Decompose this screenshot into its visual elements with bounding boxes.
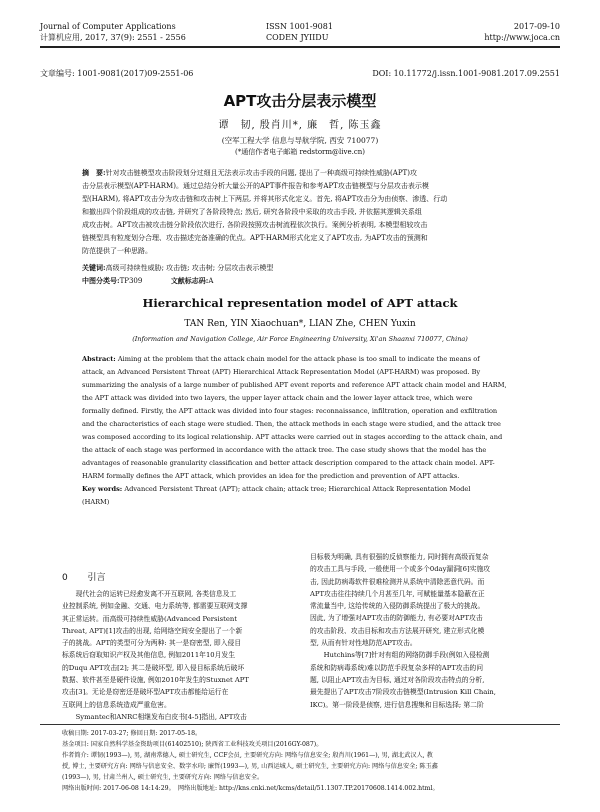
coden: CODEN JYIIDU <box>266 33 329 42</box>
section-title: 引言 <box>87 573 106 583</box>
abstract-cn-line: 防范提供了一种思路。 <box>82 247 152 255</box>
body-line: 现代社会的运转已经愈发离不开互联网, 各类信息及工 <box>62 590 237 598</box>
title-en: Hierarchical representation model of APT attack <box>142 296 458 310</box>
abstract-cn-line: 击分层表示模型(APT-HARM)。通过总结分析大量公开的APT事件报告和参考APT攻击链模型与分层攻击表示模 <box>82 182 429 190</box>
body-line: 型, 从而有针对性地防范APT攻击。 <box>310 639 417 648</box>
doc-code-label: 文献标志码: <box>170 276 209 285</box>
body-line: Threat, APT)[1]攻击的出现, 给网络空间安全提出了一个新 <box>62 626 243 635</box>
abstract-en <box>82 353 526 509</box>
body-line: 标系统后窃取知识产权及其他信息, 例如2011年10月发生 <box>62 651 236 660</box>
abstract-en-line: Abstract: Aiming at the problem that the attack chain model for the attack phase is too small to indicate the means of <box>82 355 480 363</box>
affiliation-cn: (空军工程大学 信息与导航学院, 西安 710077) <box>221 136 379 145</box>
footnote-online: 网络出版时间: 2017-06-08 14:14:29。 网络出版地址: http://kns.cnki.net/kcms/detail/51.1307.TP.20170608.1414.002.html。 <box>62 785 439 792</box>
body-line: 互联网上的信息系统造成严重危害。 <box>62 700 171 709</box>
keywords-en-label: Key words: <box>82 485 123 493</box>
clc-value: TP309 <box>119 277 143 285</box>
body-line: 击, 因此防病毒软件很难检测并从系统中清除恶意代码。而 <box>310 577 485 586</box>
body-line: 子的挑战。APT的类型可分为两种: 其一是窃密型, 即入侵目 <box>62 639 242 648</box>
abstract-en-line: HARM formally defines the APT attack, which provides an idea for the prediction and prevention of APT attacks. <box>82 472 460 480</box>
abstract-cn-line: 链模型具有粒度划分合理、攻击描述完备准确的优点。APT-HARM形式化定义了APT攻击, 为APT攻击的预测和 <box>82 234 428 242</box>
journal-name-en: Journal of Computer Applications <box>40 22 176 31</box>
section-number: 0 <box>62 573 68 583</box>
abstract-en-label: Abstract: <box>82 355 116 363</box>
footnote-rule <box>40 724 560 725</box>
body-line: 最先提出了APT攻击7阶段攻击链模型(Intrusion Kill Chain, <box>310 688 496 697</box>
doi[interactable]: DOI: 10.11772/j.issn.1001-9081.2017.09.2551 <box>372 69 560 78</box>
footnotes <box>62 728 550 794</box>
keywords-cn-label: 关键词: <box>82 263 106 272</box>
abstract-en-line: advantages of reasonable granularity classification and better attack description compared to the attack chain model. APT- <box>82 459 495 467</box>
body-line: 其正常运转。而高级可持续性威胁(Advanced Persistent <box>62 614 238 623</box>
journal-citation: 计算机应用, 2017, 37(9): 2551 - 2556 <box>40 33 186 42</box>
body-line: 的攻击阶段、攻击目标和攻击方法展开研究, 建立形式化模 <box>310 626 485 635</box>
affiliation-en: (Information and Navigation College, Air Force Engineering University, Xi'an Shaanxi 710077, China) <box>132 335 468 343</box>
authors-en: TAN Ren, YIN Xiaochuan*, LIAN Zhe, CHEN Yuxin <box>184 319 416 329</box>
footnote-authors: 作者简介: 谭韧(1993—), 男, 湖南常德人, 硕士研究生, CCF会员, 主要研究方向: 网络与信息安全; 殷肖川(1961—), 男, 湖北武汉人, 教 <box>62 752 433 759</box>
abstract-en-line: and the characteristics of each stage were studied. Then, the attack methods in each stage were studied, and the attack tree <box>82 420 501 428</box>
header-rule <box>40 46 560 48</box>
body-line: 题, 以阻止APT攻击为目标, 通过对各阶段攻击特点的分析, <box>310 675 485 684</box>
footnote-received: 收稿日期: 2017-03-27; 修回日期: 2017-05-18。 <box>62 730 202 737</box>
footnote-funding: 基金项目: 国家自然科学基金资助项目(61402510); 陕西省工业科技攻关项目(2016GY-087)。 <box>62 741 323 748</box>
article-number: 文章编号: 1001-9081(2017)09-2551-06 <box>40 69 194 78</box>
abstract-en-line: summarizing the analysis of a large number of published APT event reports and reference APT attack chain model and HARM, <box>82 381 507 389</box>
body-right-column <box>310 551 548 711</box>
abstract-en-line: attack, an Advanced Persistent Threat (APT) Hierarchical Attack Representation Model (APT-HARM) was proposed. By <box>82 368 481 376</box>
abstract-en-line: formally defined. Firstly, the APT attack was divided into four stages: reconnaissance, infiltration, operation and exfiltration <box>82 407 498 415</box>
body-line: 数据、软件甚至是硬件设施, 例如2010年发生的Stuxnet APT <box>62 676 249 685</box>
abstract-cn-line: 摘 要:针对攻击链模型攻击阶段划分过细且无法表示攻击手段的问题, 提出了一种高级可持续性威胁(APT)攻 <box>82 168 417 177</box>
body-line: APT攻击往往持续几个月甚至几年, 可赋能量基本隐蔽在正 <box>310 589 485 598</box>
doc-code-value: A <box>208 277 214 285</box>
body-line: IKC)。第一阶段是侦察, 进行信息搜集和目标选择; 第二阶 <box>310 700 484 709</box>
body-line: Hutchins等[7]针对有组的网络防御手段(例如入侵检测 <box>310 651 490 660</box>
body-left-column <box>62 588 294 723</box>
footnote-authors-cont: (1993—), 男, 甘肃兰州人, 硕士研究生, 主要研究方向: 网络与信息安全。 <box>62 774 264 781</box>
body-line: 业控制系统, 例如金融、交通、电力系统等, 都需要互联网支撑 <box>62 602 248 611</box>
keywords-en-line: (HARM) <box>82 498 110 506</box>
abstract-en-line: the attack of each stage was performed in accordance with the attack tree. The case study shows that the model has the <box>82 446 487 454</box>
abstract-cn <box>82 166 522 258</box>
abstract-cn-line: 和撤出四个阶段组成的攻击链, 并研究了各阶段特点; 然后, 研究各阶段中采取的攻击手段, 并依据其逻辑关系组 <box>82 208 422 216</box>
issue-date: 2017-09-10 <box>513 22 560 31</box>
abstract-en-line: was composed according to its logical relationship. APT attacks were carried out in stages according to the attack chain, and <box>82 433 503 441</box>
section-heading <box>62 570 106 583</box>
title-cn: APT攻击分层表示模型 <box>223 92 377 110</box>
body-line: 常流量当中, 这给传统的入侵防御系统提出了极大的挑战。 <box>310 602 485 611</box>
issn: ISSN 1001-9081 <box>266 22 333 31</box>
abstract-cn-label: 摘 要: <box>82 168 106 177</box>
body-line: Symantec和ANRC相继发布白皮书[4-5]指出, APT攻击 <box>62 712 247 721</box>
body-line: 的攻击工具与手段, 一般使用一个或多个0day漏洞[6]实施攻 <box>310 565 491 574</box>
keywords-cn-value: 高级可持续性威胁; 攻击链; 攻击树; 分层攻击表示模型 <box>105 264 274 272</box>
body-line: 系统和防病毒系统)难以防范手段复杂多样的APT攻击的问 <box>310 663 483 672</box>
authors-cn: 谭 韧, 殷肖川*, 廉 哲, 陈玉鑫 <box>218 120 382 131</box>
body-line: 目标极为明确, 具有很强的反侦察能力, 同时拥有高级而复杂 <box>310 553 489 561</box>
contact-cn: (*通信作者电子邮箱 redstorm@live.cn) <box>235 148 365 156</box>
keywords-cn <box>82 261 522 275</box>
footnote-authors-cont: 授, 博士, 主要研究方向: 网络与信息安全、数字水印; 廉哲(1993—), 男, 山西运城人, 硕士研究生, 主要研究方向: 网络与信息安全; 陈玉鑫 <box>62 763 438 770</box>
classification-cn <box>82 274 522 288</box>
body-line: 因此, 为了增强对APT攻击的防御能力, 有必要对APT攻击 <box>310 614 483 623</box>
abstract-cn-line: 型(HARM), 将APT攻击分为攻击链和攻击树上下两层, 并将其形式化定义。首先, 将APT攻击分为由侦察、渗透、行动 <box>82 195 448 203</box>
keywords-en: Key words: Advanced Persistent Threat (APT); attack chain; attack tree; Hierarchical Attack Representation Model <box>82 485 471 493</box>
abstract-cn-line: 成攻击树。APT攻击被攻击链分阶段依次进行, 各阶段按照攻击树流程依次执行。案例分析表明, 本模型相较攻击 <box>82 221 428 229</box>
journal-url[interactable]: http://www.joca.cn <box>484 33 560 42</box>
abstract-en-line: the APT attack was divided into two layers, the upper layer attack chain and the lower layer attack tree, which were <box>82 394 473 402</box>
clc-label: 中图分类号: <box>82 276 120 285</box>
body-line: 的Duqu APT攻击[2]; 其二是破坏型, 即入侵目标系统后破坏 <box>62 663 245 672</box>
body-line: 攻击[3]。无论是窃密还是破坏型APT攻击都能给运行在 <box>62 688 229 697</box>
